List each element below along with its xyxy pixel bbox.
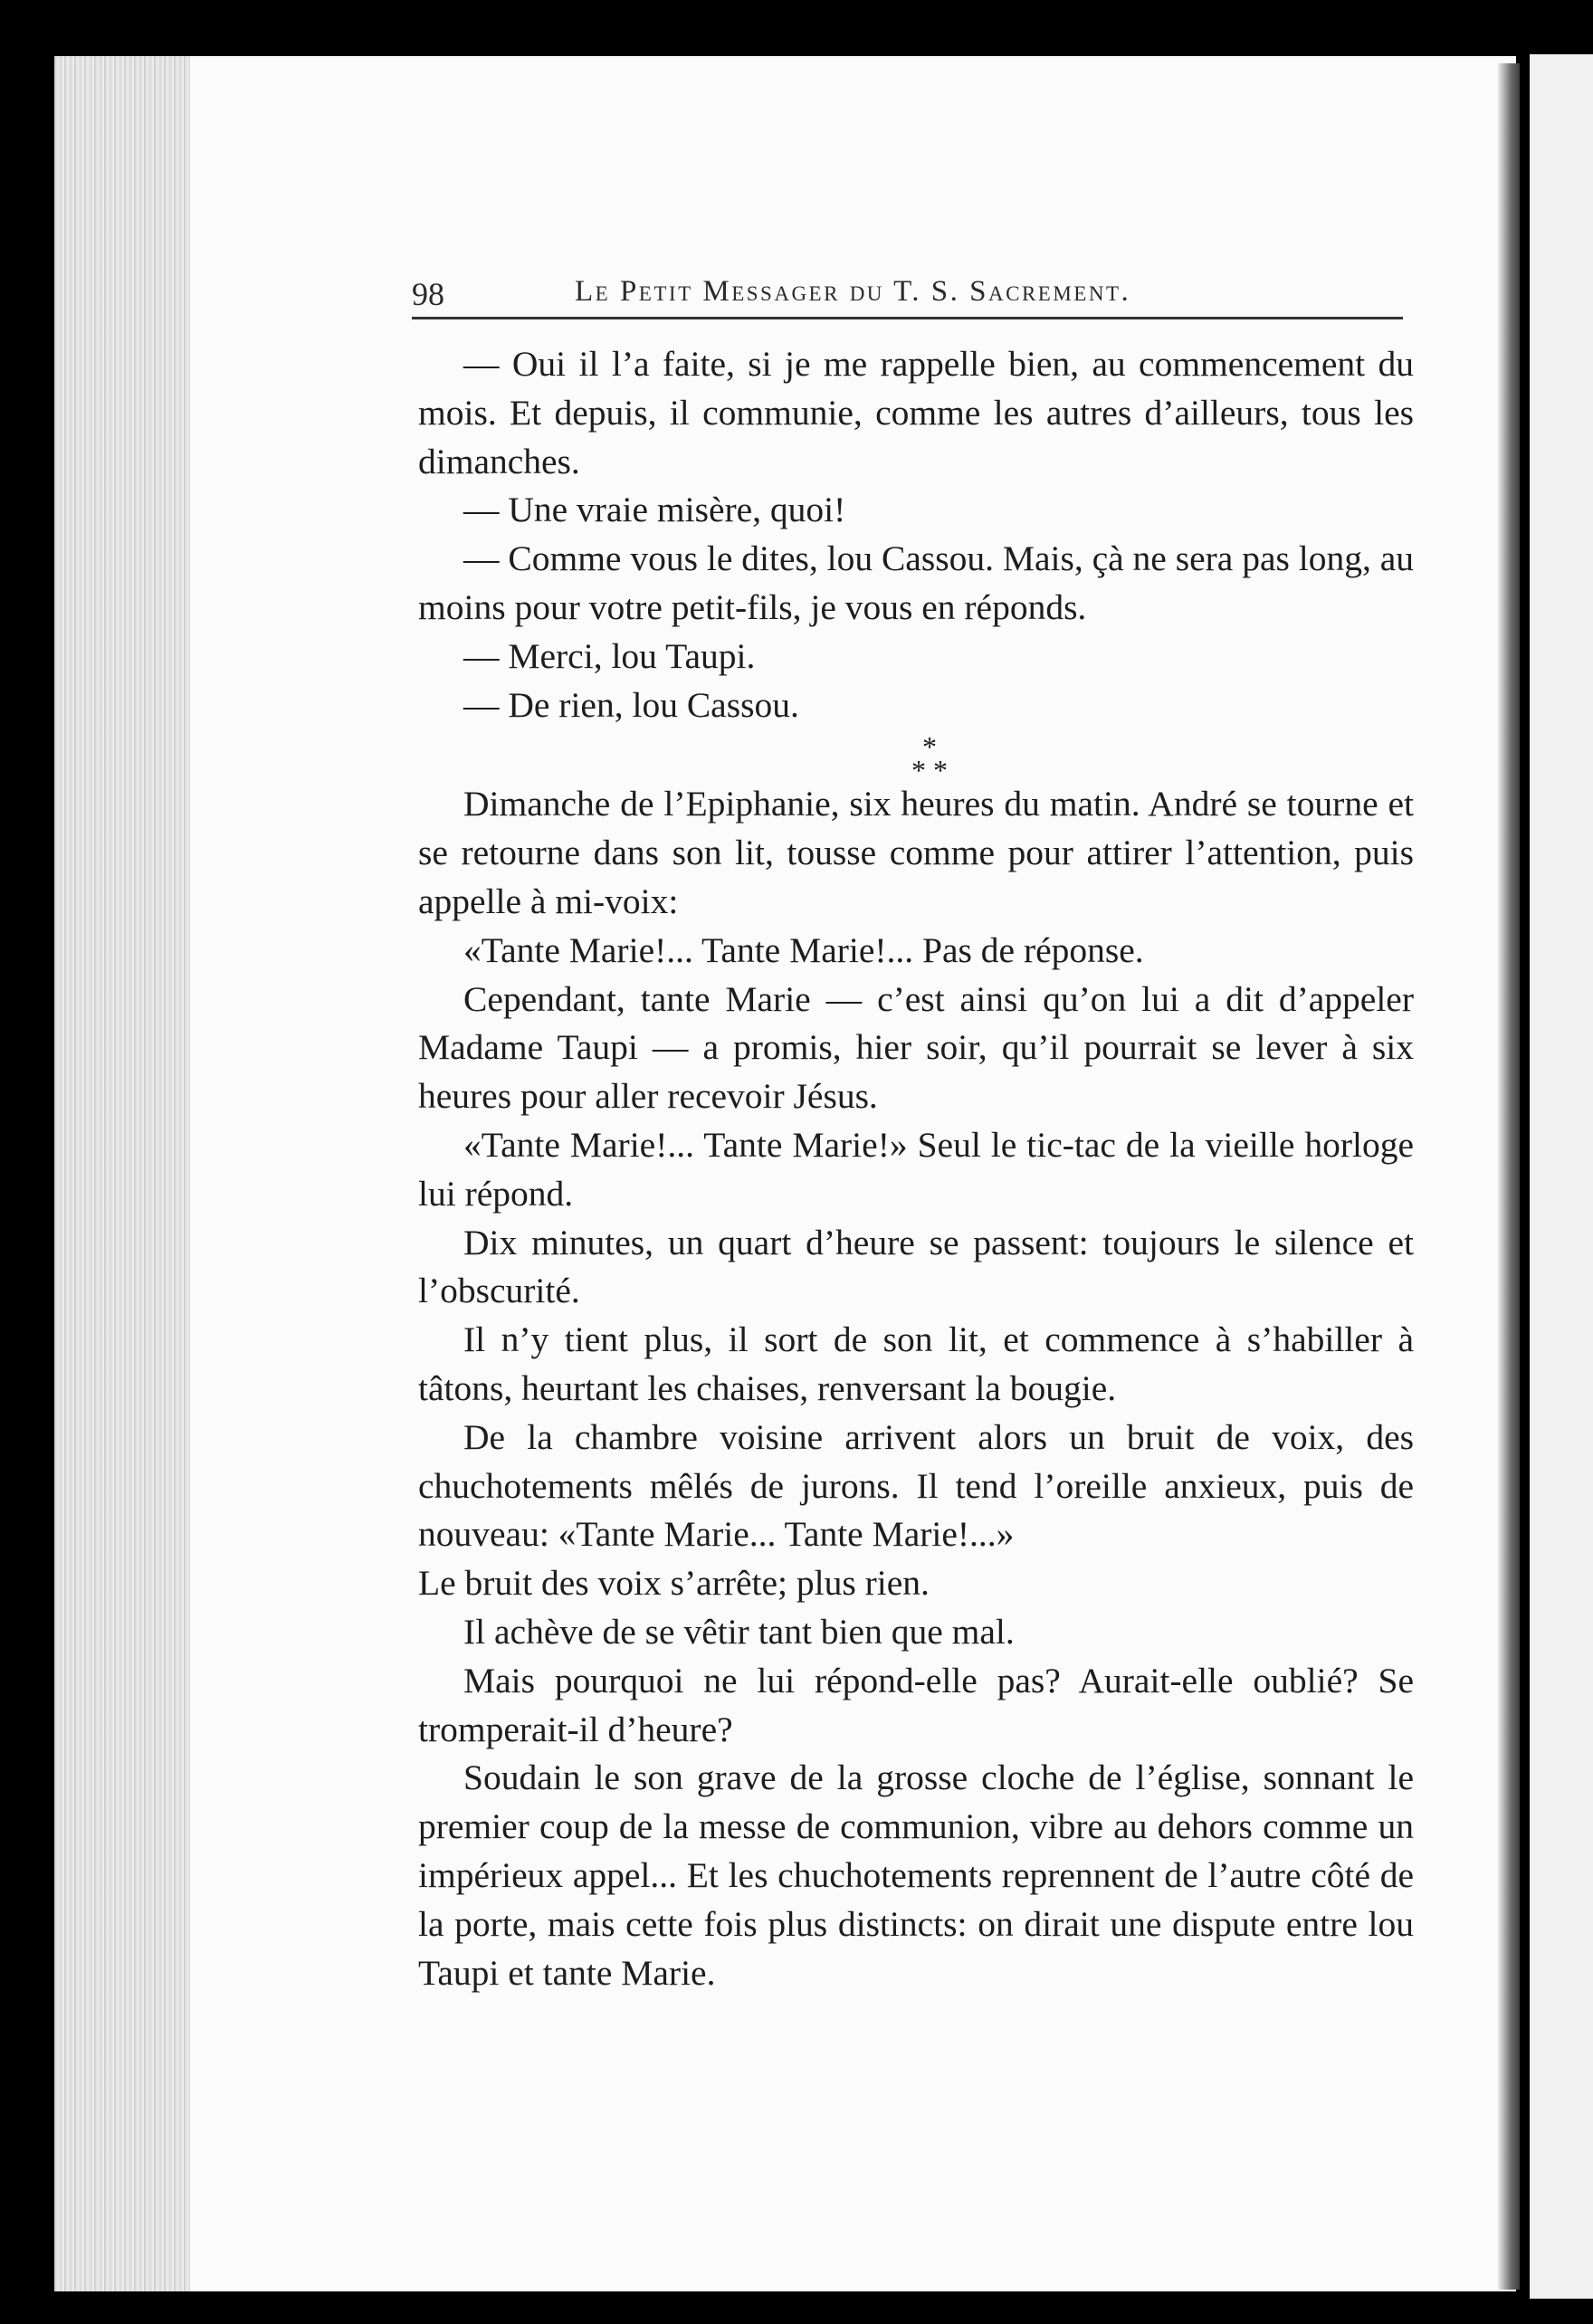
facing-page-edge (1530, 54, 1593, 2299)
paragraph: Il n’y tient plus, il sort de son lit, et commence à s’habiller à tâtons, heurtant les chaises, renversant la bougie. (418, 1319, 1414, 1408)
asterism-top: * (922, 730, 937, 764)
asterism-bottom: * * (911, 754, 948, 787)
paragraph: Dix minutes, un quart d’heure se passent: toujours le silence et l’obscurité. (418, 1222, 1414, 1311)
paragraph: Mais pourquoi ne lui répond-elle pas? Aurait-elle oublié? Se tromperait-il d’heure? (418, 1660, 1414, 1749)
page-number: 98 (412, 276, 444, 312)
page-gutter-shadow (1498, 63, 1520, 2290)
body-text (418, 340, 1414, 1997)
paragraph: Il achève de se vêtir tant bien que mal. (463, 1611, 1015, 1652)
paragraph: «Tante Marie!... Tante Marie!... Pas de réponse. (463, 929, 1144, 970)
paragraph: — Comme vous le dites, lou Cassou. Mais, çà ne sera pas long, au moins pour votre petit-fils, je vous en réponds. (418, 538, 1414, 627)
paragraph: De la chambre voisine arrivent alors un bruit de voix, des chuchotements mêlés de jurons. Il tend l’oreille anxieux, puis de nouveau: «Tante Marie... Tante Marie!...» (418, 1416, 1414, 1555)
section-separator (418, 729, 1414, 787)
paragraph: Soudain le son grave de la grosse cloche de l’église, sonnant le premier coup de la messe de communion, vibre au dehors comme un impérieux appel... Et les chuchotements reprennent de l’autre côté de la porte, mais cette fois plus distincts: on dirait une dispute entre lou Taupi et tante Marie. (418, 1757, 1414, 1993)
paragraph: — Oui il l’a faite, si je me rappelle bien, au commencement du mois. Et depuis, il communie, comme les autres d’ailleurs, tous les dimanches. (418, 344, 1414, 481)
page-edges (54, 56, 190, 2291)
running-head (412, 271, 1403, 319)
paragraph: — Une vraie misère, quoi! (463, 490, 846, 530)
running-title: Le Petit Messager du T. S. Sacrement. (575, 275, 1131, 308)
paragraph: Dimanche de l’Epiphanie, six heures du matin. André se tourne et se retourne dans son lit, tousse comme pour attirer l’attention, puis appelle à mi-voix: (418, 784, 1414, 921)
paragraph: Le bruit des voix s’arrête; plus rien. (418, 1563, 930, 1604)
paragraph: «Tante Marie!... Tante Marie!» Seul le tic-tac de la vieille horloge lui répond. (418, 1124, 1414, 1214)
paragraph: Cependant, tante Marie — c’est ainsi qu’on lui a dit d’appeler Madame Taupi — a promis, hier soir, qu’il pourrait se lever à six heures pour aller recevoir Jésus. (418, 978, 1414, 1117)
paragraph: — Merci, lou Taupi. (463, 635, 756, 676)
paragraph: — De rien, lou Cassou. (463, 684, 799, 725)
